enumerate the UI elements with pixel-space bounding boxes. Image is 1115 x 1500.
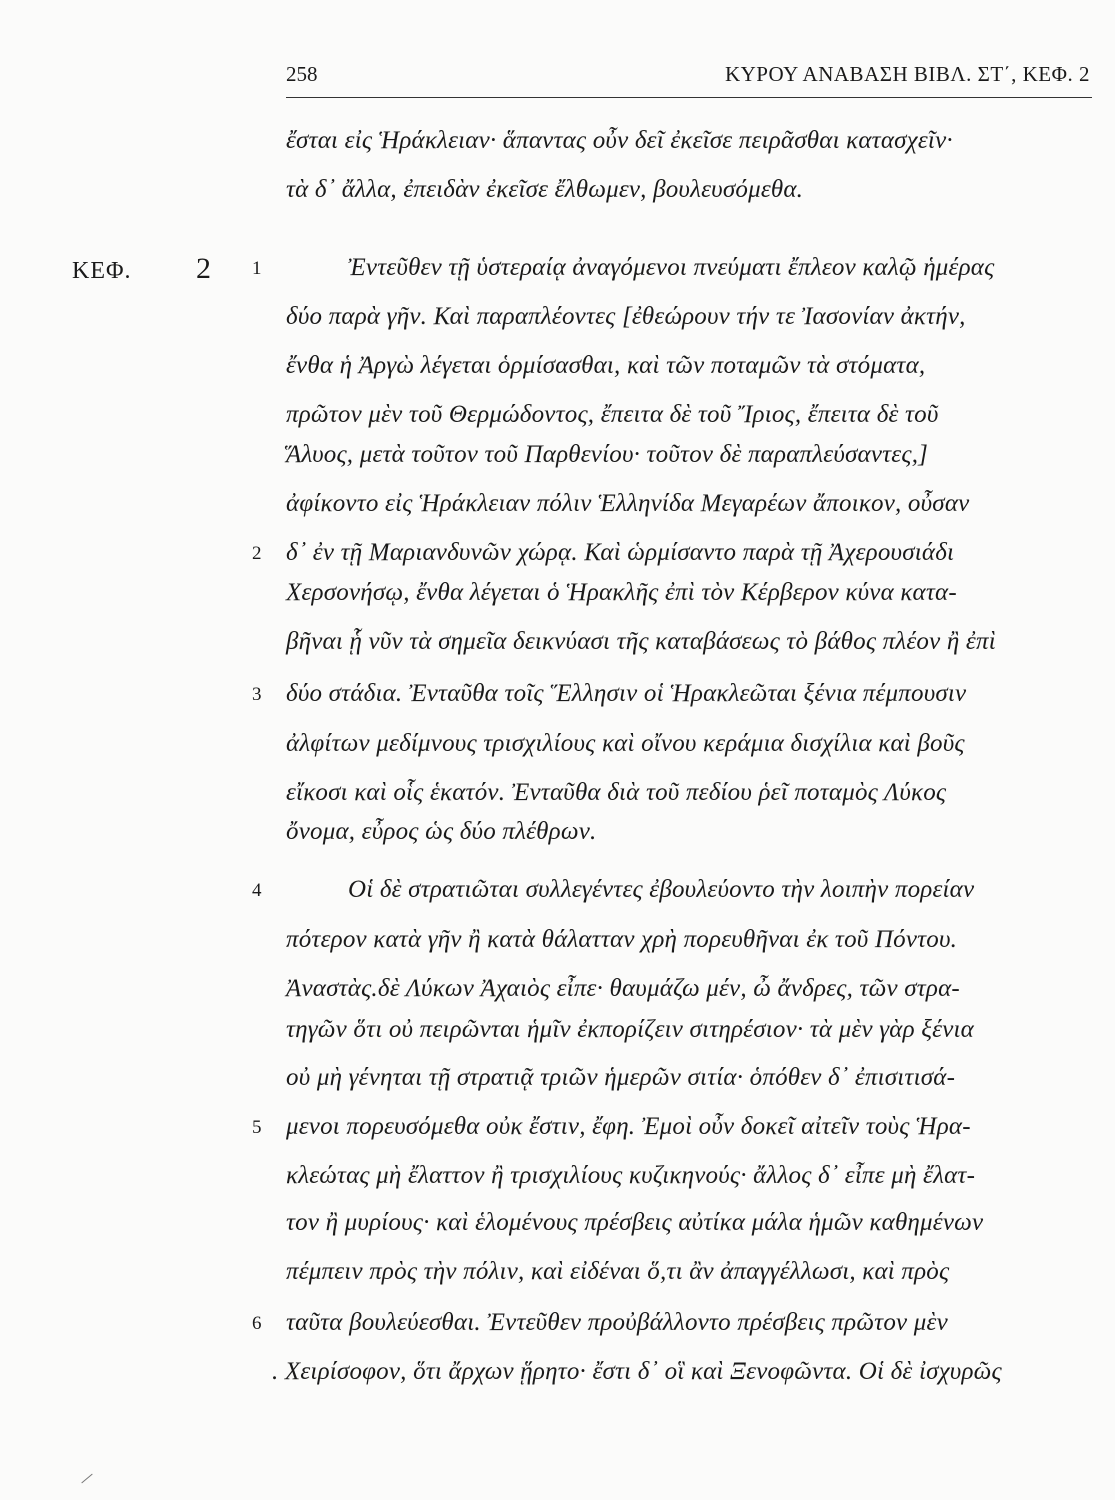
chapter-label: ΚΕΦ.	[72, 258, 132, 284]
text-line: Ἅλυος, μετὰ τοῦτον τοῦ Παρθενίου· τοῦτον δὲ παραπλεύσαντες,]	[286, 441, 929, 468]
text-line: . Χειρίσοφον, ὅτι ἄρχων ᾕρητο· ἔστι δ᾽ οἳ καὶ Ξενοφῶντα. Οἱ δὲ ἰσχυρῶς	[272, 1358, 1002, 1385]
text-line: ἔσται εἰς Ἡράκλειαν· ἅπαντας οὖν δεῖ ἐκεῖσε πειρᾶσθαι κατασχεῖν·	[286, 127, 953, 154]
header-rule	[286, 97, 1092, 98]
text-line: δύο παρὰ γῆν. Καὶ παραπλέοντες [ἐθεώρουν τήν τε Ἰασονίαν ἀκτήν,	[286, 303, 966, 330]
text-line: μενοι πορευσόμεθα οὐκ ἔστιν, ἔφη. Ἐμοὶ οὖν δοκεῖ αἰτεῖν τοὺς Ἡρα-	[286, 1113, 971, 1140]
text-line: ἀλφίτων μεδίμνους τρισχιλίους καὶ οἴνου κεράμια δισχίλια καὶ βοῦς	[286, 730, 965, 757]
text-line: ἔνθα ἡ Ἀργὼ λέγεται ὁρμίσασθαι, καὶ τῶν ποταμῶν τὰ στόματα,	[286, 352, 926, 379]
text-line: δ᾽ ἐν τῇ Μαριανδυνῶν χώρᾳ. Καὶ ὡρμίσαντο παρὰ τῇ Ἀχερουσιάδι	[286, 539, 955, 566]
text-line: ὄνομα, εὖρος ὡς δύο πλέθρων.	[286, 818, 597, 845]
text-line: βῆναι ᾗ νῦν τὰ σημεῖα δεικνύασι τῆς καταβάσεως τὸ βάθος πλέον ἢ ἐπὶ	[286, 628, 996, 655]
text-line: τὰ δ᾽ ἄλλα, ἐπειδὰν ἐκεῖσε ἔλθωμεν, βουλευσόμεθα.	[286, 176, 804, 203]
section-number: 5	[252, 1117, 262, 1138]
section-number: 6	[252, 1313, 262, 1334]
text-line: τηγῶν ὅτι οὐ πειρῶνται ἡμῖν ἐκπορίζειν σιτηρέσιον· τὰ μὲν γὰρ ξένια	[286, 1016, 974, 1043]
running-head: ΚΥΡΟΥ ΑΝΑΒΑΣΗ ΒΙΒΛ. ΣΤ΄, ΚΕΦ. 2	[724, 62, 1090, 86]
text-line: πέμπειν πρὸς τὴν πόλιν, καὶ εἰδέναι ὅ,τι ἂν ἀπαγγέλλωσι, καὶ πρὸς	[286, 1258, 950, 1285]
text-line: πρῶτον μὲν τοῦ Θερμώδοντος, ἔπειτα δὲ τοῦ Ἴριος, ἔπειτα δὲ τοῦ	[286, 401, 939, 428]
text-line: ταῦτα βουλεύεσθαι. Ἐντεῦθεν προὐβάλλοντο πρέσβεις πρῶτον μὲν	[286, 1309, 948, 1336]
text-line: ἀφίκοντο εἰς Ἡράκλειαν πόλιν Ἑλληνίδα Μεγαρέων ἄποικον, οὖσαν	[286, 490, 970, 517]
section-number: 4	[252, 880, 262, 901]
text-line: Ἐντεῦθεν τῇ ὑστεραίᾳ ἀναγόμενοι πνεύματι ἔπλεον καλῷ ἡμέρας	[348, 254, 995, 281]
page-number: 258	[286, 62, 318, 86]
text-line: Οἱ δὲ στρατιῶται συλλεγέντες ἐβουλεύοντο τὴν λοιπὴν πορείαν	[348, 876, 975, 903]
pen-stroke-mark	[81, 1474, 92, 1484]
text-line: τον ἢ μυρίους· καὶ ἑλομένους πρέσβεις αὐτίκα μάλα ἡμῶν καθημένων	[286, 1209, 984, 1236]
section-number: 3	[252, 684, 262, 705]
text-line: Ἀναστὰς.δὲ Λύκων Ἀχαιὸς εἶπε· θαυμάζω μέν, ὦ ἄνδρες, τῶν στρα-	[286, 975, 960, 1002]
section-number: 1	[252, 258, 262, 279]
chapter-number: 2	[196, 252, 211, 285]
text-line: κλεώτας μὴ ἔλαττον ἢ τρισχιλίους κυζικηνούς· ἄλλος δ᾽ εἶπε μὴ ἔλατ-	[286, 1162, 976, 1189]
text-line: οὐ μὴ γένηται τῇ στρατιᾷ τριῶν ἡμερῶν σιτία· ὁπόθεν δ᾽ ἐπισιτισά-	[286, 1064, 956, 1091]
section-number: 2	[252, 543, 262, 564]
text-line: δύο στάδια. Ἐνταῦθα τοῖς Ἕλλησιν οἱ Ἡρακλεῶται ξένια πέμπουσιν	[286, 680, 967, 707]
page-header	[286, 62, 1090, 92]
text-line: πότερον κατὰ γῆν ἢ κατὰ θάλατταν χρὴ πορευθῆναι ἐκ τοῦ Πόντου.	[286, 926, 958, 953]
text-line: Χερσονήσῳ, ἔνθα λέγεται ὁ Ἡρακλῆς ἐπὶ τὸν Κέρβερον κύνα κατα-	[286, 579, 957, 606]
text-line: εἴκοσι καὶ οἷς ἑκατόν. Ἐνταῦθα διὰ τοῦ πεδίου ῥεῖ ποταμὸς Λύκος	[286, 779, 947, 806]
